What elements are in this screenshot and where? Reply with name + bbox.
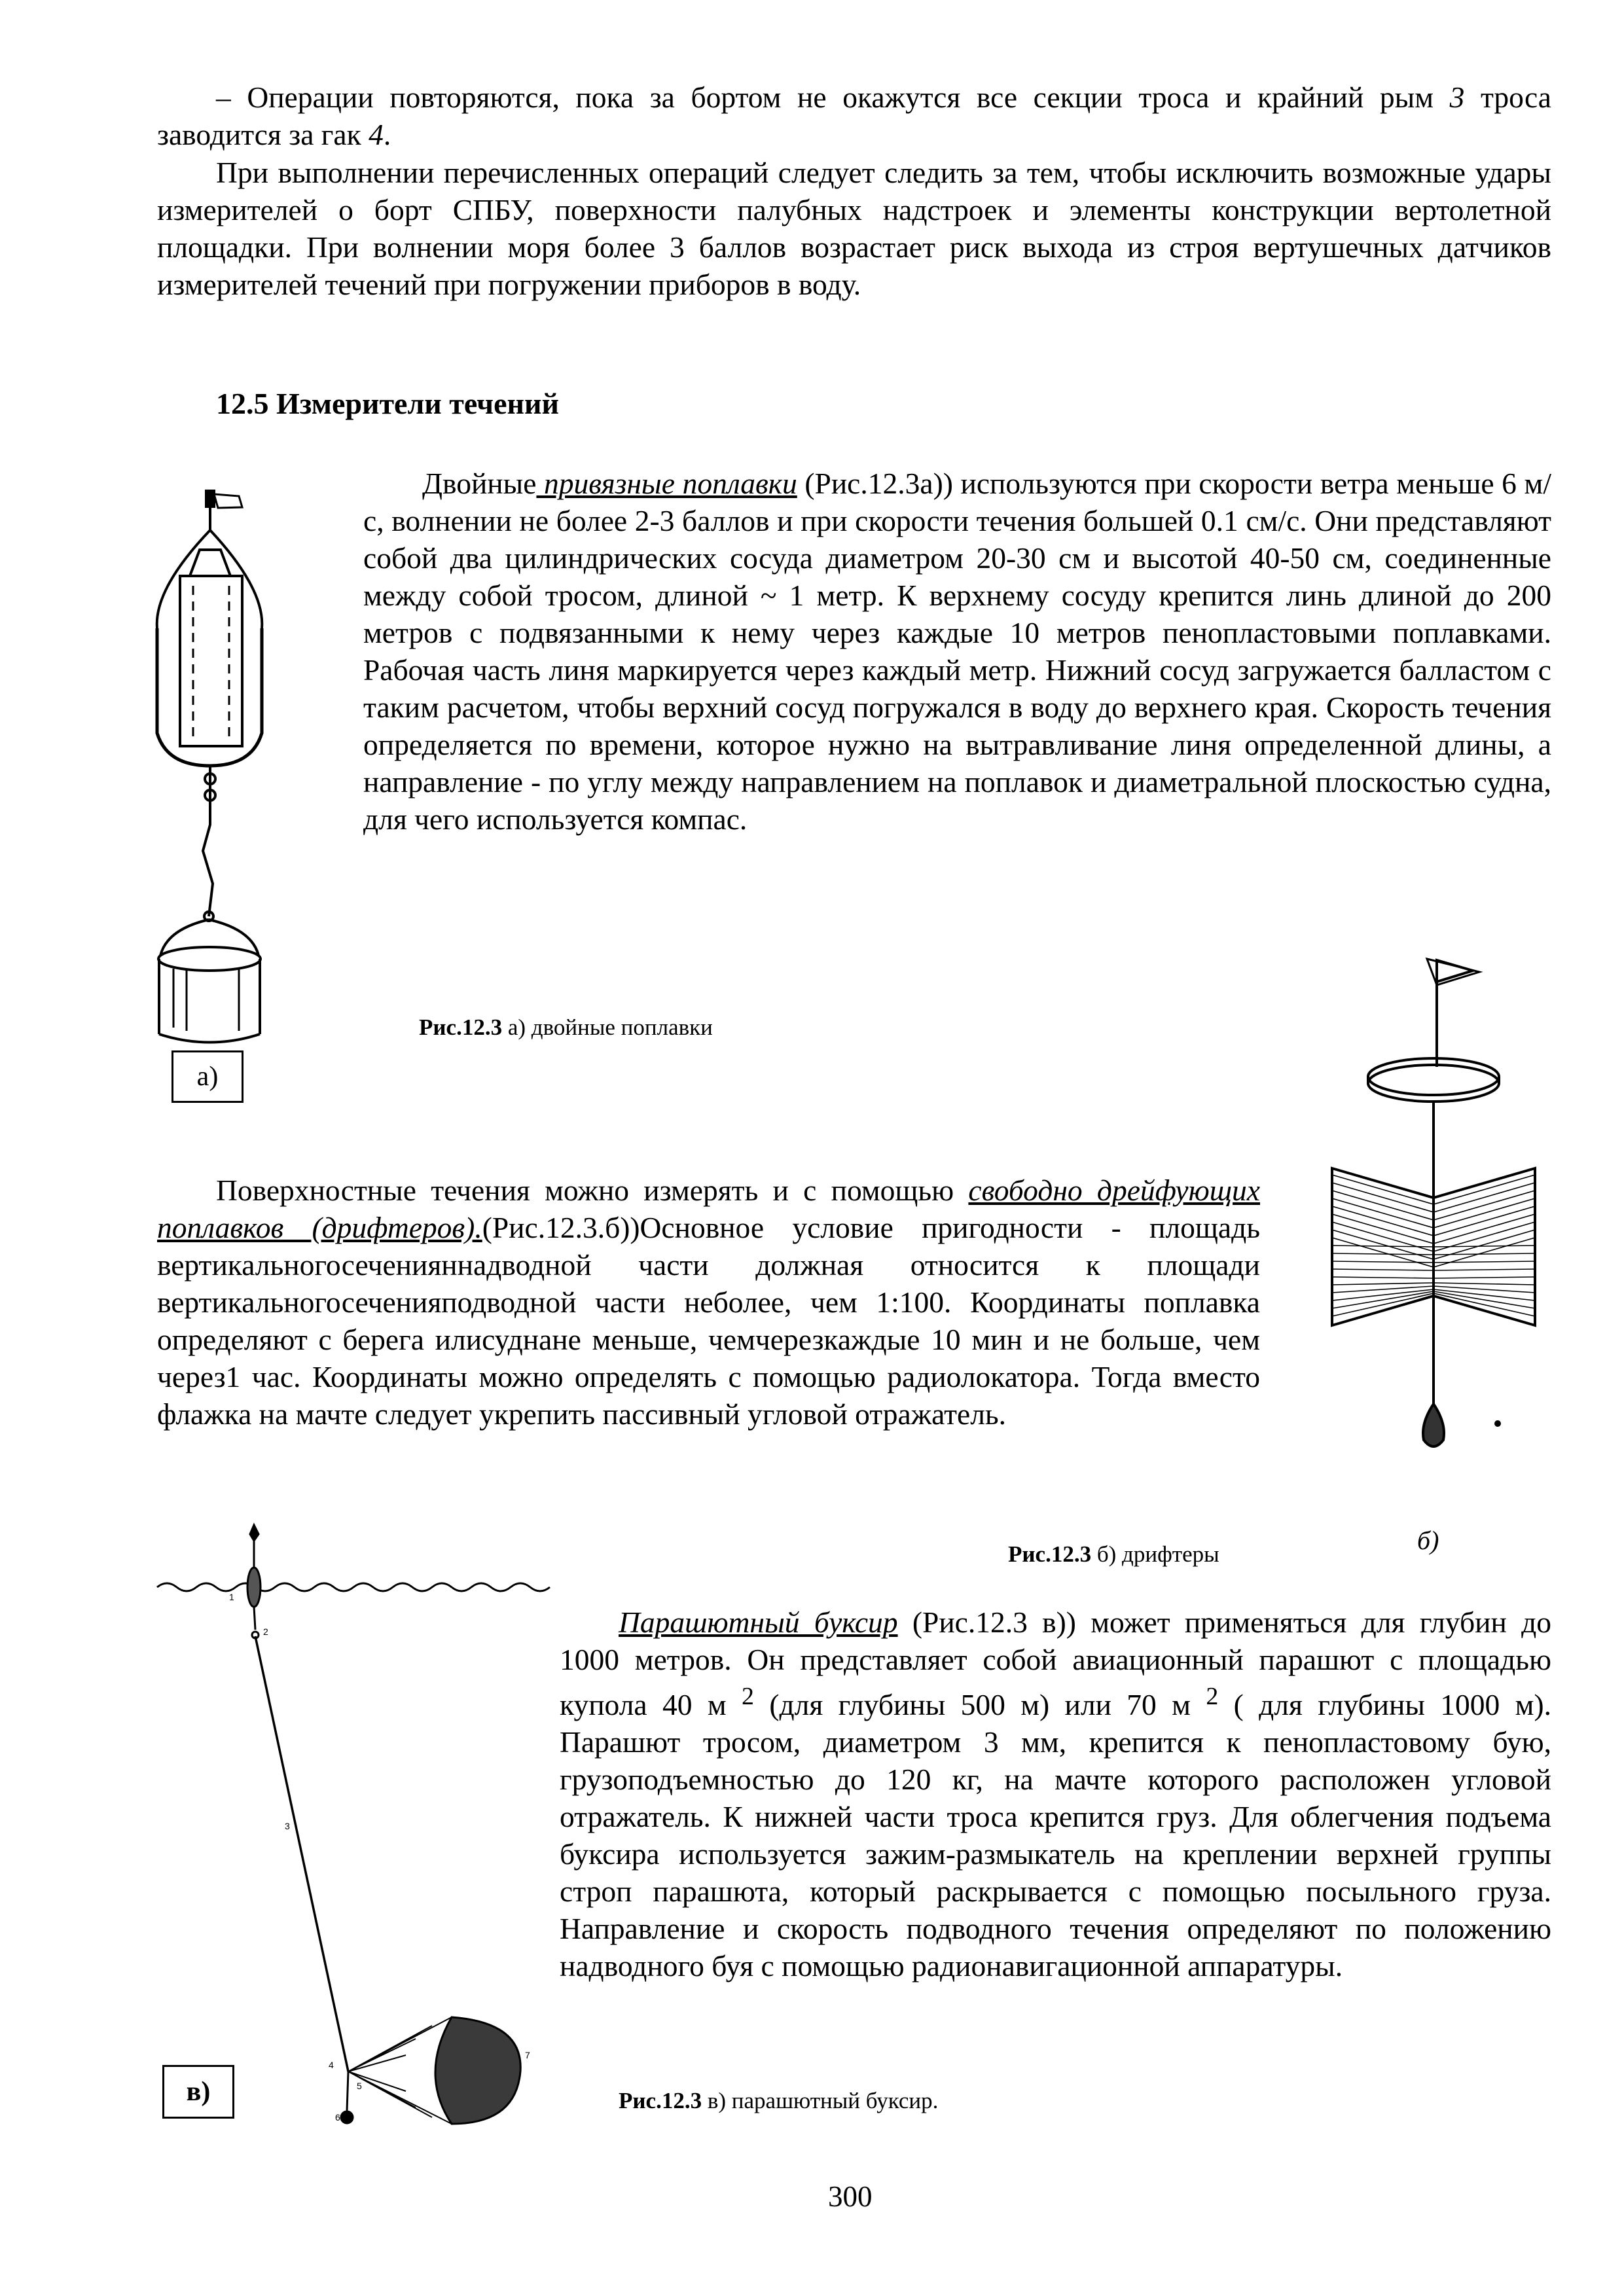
callout-5: 5 — [357, 2081, 362, 2091]
term-tethered-floats: привязные поплавки — [536, 467, 797, 500]
figure-label-b: б) — [1417, 1526, 1439, 1555]
figure-label-c: в) — [162, 2065, 234, 2119]
callout-6: 6 — [335, 2112, 340, 2123]
paragraph-operations: – Операции повторяются, пока за бортом не окажутся все секции троса и крайний рым 3 троса заводится за гак 4. — [157, 81, 1551, 151]
page-number: 300 — [828, 2180, 873, 2213]
callout-2: 2 — [263, 1626, 268, 1637]
term-parachute-tow: Парашютный буксир — [619, 1605, 898, 1639]
paragraph-precautions: При выполнении перечисленных операций следует следить за тем, чтобы исключить возможные удары измерителей о борт СПБУ, поверхности палубных надстроек и элементы конструкции вертолетной площадки. При волнении моря более 3 баллов возрастает риск выхода из строя вертушечных датчиков измерителей течений при погружении приборов в воду. — [157, 156, 1551, 301]
callout-4: 4 — [329, 2060, 334, 2070]
figure-double-floats — [141, 458, 298, 1047]
caption-parachute-tow: Рис.12.3 в) парашютный буксир. — [619, 2088, 939, 2113]
paragraph-parachute-tow: Парашютный буксир (Рис.12.3 в)) может применяться для глубин до 1000 метров. Он представляет собой авиационный парашют с площадью купола 40 м $^2$ (для глубины 500 м) или 70 м $^2$ ( для глубины 1000 м). Парашют тросом, диаметром 3 мм, крепится к пенопластовому бую, грузоподъемностью до 120 кг, на мачте которого расположен угловой отражатель. К нижней части троса крепится груз. Для облегчения подъема буксира используется зажим-размыкатель на креплении верхней группы строп парашюта, который раскрывается с помощью посыльного груза. Направление и скорость подводного течения определяют по положению надводного буя с помощью радионавигационной аппаратуры. — [560, 1605, 1551, 1983]
callout-1: 1 — [229, 1592, 234, 1602]
paragraph-double-floats: Двойные привязные поплавки (Рис.12.3а)) используются при скорости ветра меньше 6 м/с, волнении не более 2-3 баллов и при скорости течения большей 0.1 см/с. Они представляют собой два цилиндрических сосуда диаметром 20-30 см и высотой 40-50 см, соединенные между собой тросом, длиной ~ 1 метр. К верхнему сосуду крепится линь длиной до 200 метров с подвязанными к нему через каждые 10 метров пенопластовыми поплавками. Рабочая часть линя маркируется через каждый метр. Нижний сосуд загружается балластом с таким расчетом, чтобы верхний сосуд погружался в воду до верхнего края. Скорость течения определяется по времени, которое нужно на вытравливание линя определенной длины, а направление - по углу между направлением на поплавок и диаметральной плоскостью судна, для чего используется компас. — [363, 467, 1551, 836]
callout-7: 7 — [525, 2050, 530, 2060]
paragraph-drifters: Поверхностные течения можно измерять и с помощью свободно дрейфующих поплавков (дрифтеров).(Рис.12.3.б))Основное условие пригодности - площадь вертикальногосеченияннадводной части должная относится к площади вертикальногосеченияподводной части неболее, чем 1:100. Координаты поплавка определяют с берега илисуднане меньше, чемчерезкаждые 10 мин и не больше, чем через1 час. Координаты можно определять с помощью радиолокатора. Тогда вместо флажка на мачте следует укрепить пассивный угловой отражатель. — [157, 1174, 1261, 1431]
caption-drifters: Рис.12.3 б) дрифтеры — [1008, 1541, 1219, 1567]
caption-double-floats: Рис.12.3 а) двойные поплавки — [419, 1014, 713, 1040]
figure-drifter — [1329, 952, 1545, 1463]
figure-parachute-tow — [157, 1525, 550, 2147]
section-heading: 12.5 Измерители течений — [216, 387, 560, 420]
term-drifting-floats: свободно дрейфующих поплавков (дрифтеров). — [157, 1174, 1261, 1244]
callout-3: 3 — [285, 1821, 290, 1831]
figure-label-a: а) — [171, 1050, 244, 1103]
